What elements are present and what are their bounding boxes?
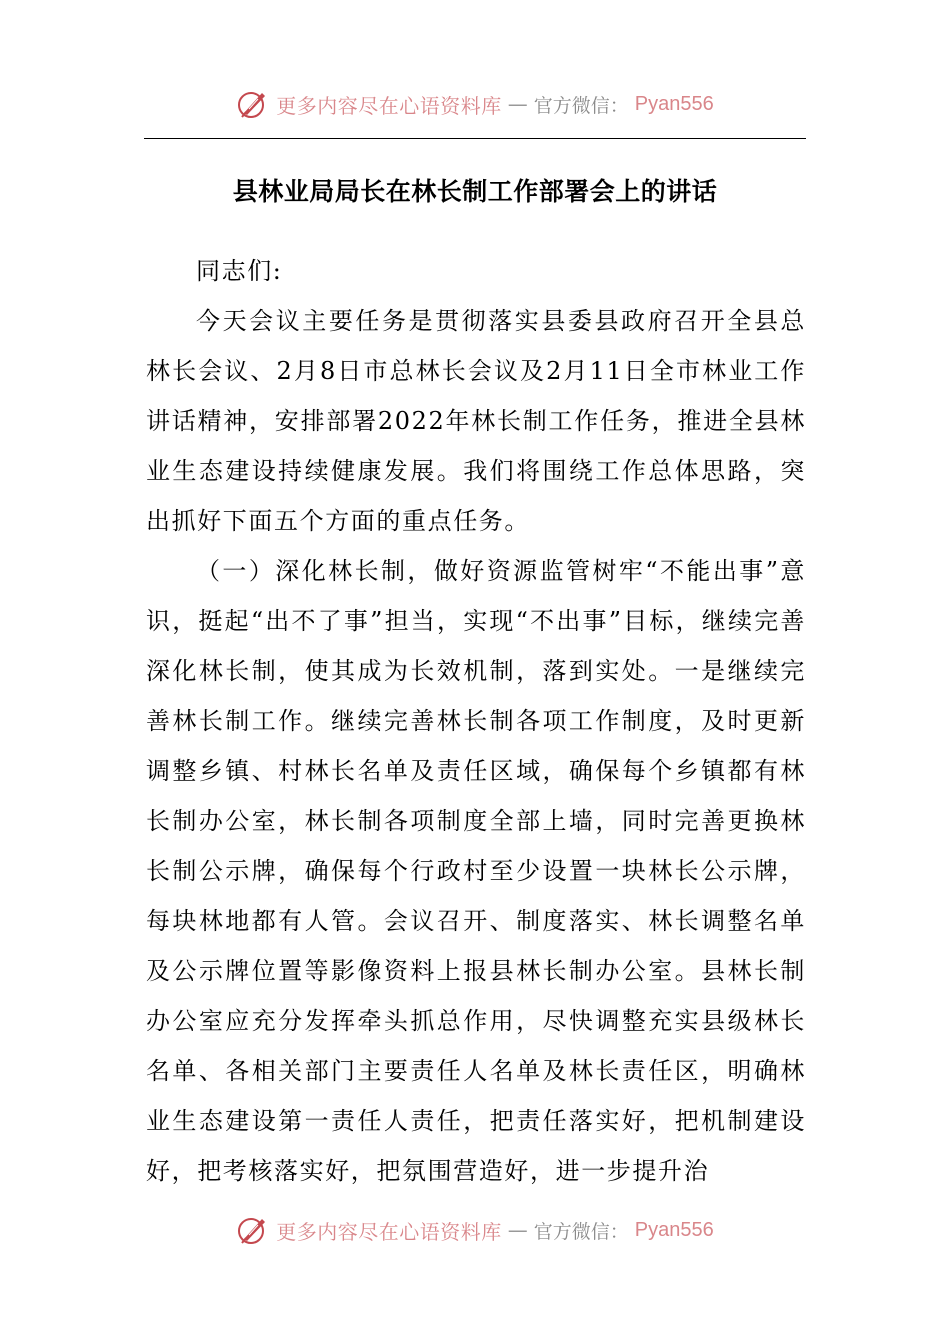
watermark-text: 更多内容尽在心语资料库 xyxy=(276,93,502,118)
document-body xyxy=(146,246,806,1196)
quill-pen-logo-icon xyxy=(236,87,270,121)
document-title: 县林业局局长在林长制工作部署会上的讲话 xyxy=(232,177,718,206)
paragraph: 今天会议主要任务是贯彻落实县委县政府召开全县总林长会议、2月8日市总林长会议及2月11日全市林业工作讲话精神，安排部署2022年林长制工作任务，推进全县林业生态建设持续健康发展。我们将围绕工作总体思路，突出抓好下面五个方面的重点任务。 xyxy=(146,307,806,535)
watermark-wechat-id: Pyan556 xyxy=(634,92,714,115)
watermark-separator: — xyxy=(507,92,528,116)
quill-pen-logo-icon xyxy=(236,1213,270,1247)
watermark-header xyxy=(0,84,950,124)
watermark-text: 更多内容尽在心语资料库 xyxy=(276,1219,502,1244)
watermark-wechat-label: 官方微信： xyxy=(533,1220,629,1243)
watermark-footer xyxy=(0,1210,950,1250)
watermark-separator: — xyxy=(507,1218,528,1242)
watermark-wechat-id: Pyan556 xyxy=(634,1218,714,1241)
watermark-wechat-label: 官方微信： xyxy=(533,94,629,117)
paragraph: （一）深化林长制，做好资源监管树牢“不能出事”意识，挺起“出不了事”担当，实现“不出事”目标，继续完善深化林长制，使其成为长效机制，落到实处。一是继续完善林长制工作。继续完善林长制各项工作制度，及时更新调整乡镇、村林长名单及责任区域，确保每个乡镇都有林长制办公室，林长制各项制度全部上墙，同时完善更换林长制公示牌，确保每个行政村至少设置一块林长公示牌，每块林地都有人管。会议召开、制度落实、林长调整名单及公示牌位置等影像资料上报县林长制办公室。县林长制办公室应充分发挥牵头抓总作用，尽快调整充实县级林长名单、各相关部门主要责任人名单及林长责任区，明确林业生态建设第一责任人责任，把责任落实好，把机制建设好，把考核落实好，把氛围营造好，进一步提升治 xyxy=(146,557,806,1185)
header-divider xyxy=(144,138,806,139)
salutation: 同志们: xyxy=(196,257,283,285)
